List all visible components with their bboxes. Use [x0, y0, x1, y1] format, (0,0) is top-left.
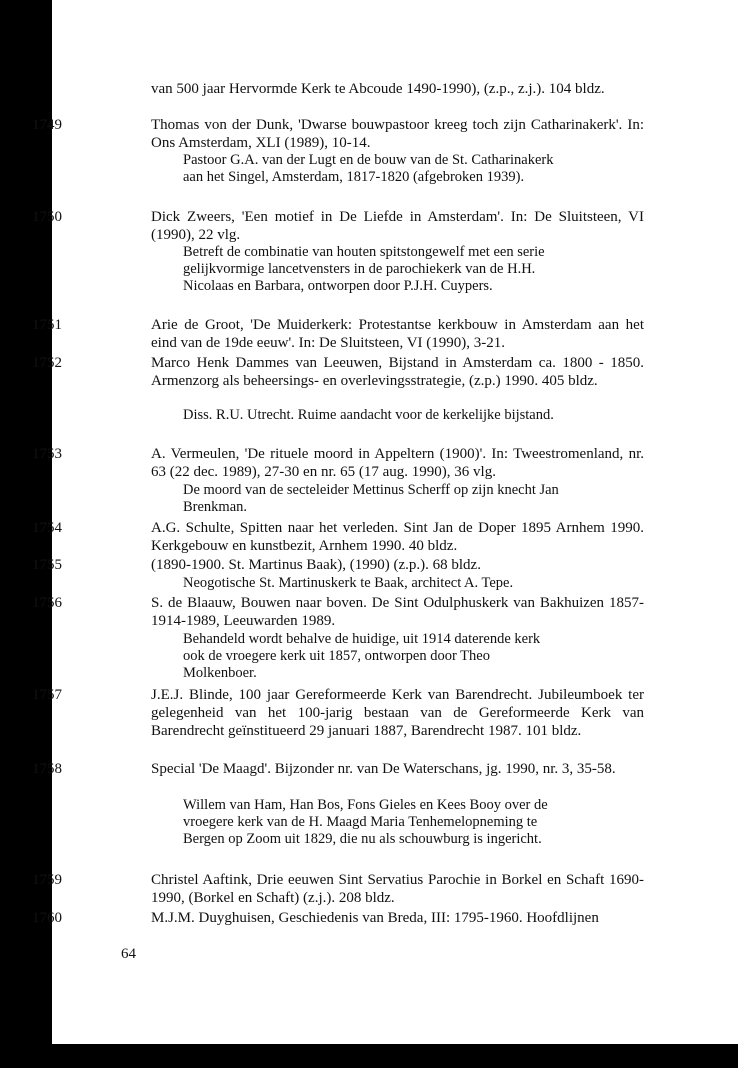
entry-text: J.E.J. Blinde, 100 jaar Gereformeerde Kerk van Barendrecht. Jubileumboek ter gelegenheid van het 100-jarig bestaan van de Gereformeerde Kerk van Barendrecht geïnstitueerd 29 januari 1887, Barendrecht 1987. 101 bldz. — [151, 687, 644, 739]
entry-note: Neogotische St. Martinuskerk te Baak, architect A. Tepe. — [183, 575, 514, 591]
entry-number: 1753 — [32, 446, 62, 462]
entry-number: 1760 — [32, 910, 62, 926]
scan-border-bottom — [0, 1044, 738, 1068]
entry-number: 1756 — [32, 595, 62, 611]
entry-note: Betreft de combinatie van houten spitstongewelf met een serie gelijkvormige lancetvensters in de parochiekerk van de H.H. Nicolaas en Barbara, ontworpen door P.J.H. Cuypers. — [183, 244, 545, 294]
page-number: 64 — [121, 946, 136, 962]
entry-text: S. de Blaauw, Bouwen naar boven. De Sint Odulphuskerk van Bakhuizen 1857-1914-1989, Leeuwarden 1989. — [151, 595, 644, 629]
entry-text: M.J.M. Duyghuisen, Geschiedenis van Breda, III: 1795-1960. Hoofdlijnen — [151, 910, 599, 926]
entry-text: Arie de Groot, 'De Muiderkerk: Protestantse kerkbouw in Amsterdam aan het eind van de 19de eeuw'. In: De Sluitsteen, VI (1990), 3-21. — [151, 317, 644, 351]
entry-note: Diss. R.U. Utrecht. Ruime aandacht voor de kerkelijke bijstand. — [183, 407, 554, 423]
continuation-text: van 500 jaar Hervormde Kerk te Abcoude 1490-1990), (z.p., z.j.). 104 bldz. — [151, 81, 605, 97]
entry-number: 1759 — [32, 872, 62, 888]
entry-number: 1755 — [32, 557, 62, 573]
entry-text: Special 'De Maagd'. Bijzonder nr. van De Waterschans, jg. 1990, nr. 3, 35-58. — [151, 761, 616, 777]
entry-number: 1752 — [32, 355, 62, 371]
entry-number: 1750 — [32, 209, 62, 225]
entry-note: Willem van Ham, Han Bos, Fons Gieles en Kees Booy over de vroegere kerk van de H. Maagd Maria Tenhemelopneming te Bergen op Zoom uit 1829, die nu als schouwburg is ingericht. — [183, 797, 548, 847]
entry-number: 1751 — [32, 317, 62, 333]
entry-number: 1754 — [32, 520, 62, 536]
entry-note: Behandeld wordt behalve de huidige, uit 1914 daterende kerk ook de vroegere kerk uit 1857, ontworpen door Theo Molkenboer. — [183, 631, 541, 681]
entry-text: (1890-1900. St. Martinus Baak), (1990) (z.p.). 68 bldz. — [151, 557, 481, 573]
entry-text: A.G. Schulte, Spitten naar het verleden. Sint Jan de Doper 1895 Arnhem 1990. Kerkgebouw en kunstbezit, Arnhem 1990. 40 bldz. — [151, 520, 644, 554]
entry-note: Pastoor G.A. van der Lugt en de bouw van de St. Catharinakerk aan het Singel, Amsterdam, 1817-1820 (afgebroken 1939). — [183, 152, 554, 185]
entry-number: 1757 — [32, 687, 62, 703]
entry-text: Thomas von der Dunk, 'Dwarse bouwpastoor kreeg toch zijn Catharinakerk'. In: Ons Amsterdam, XLI (1989), 10-14. — [151, 117, 644, 151]
entry-text: A. Vermeulen, 'De rituele moord in Appeltern (1900)'. In: Tweestromenland, nr. 63 (22 dec. 1989), 27-30 en nr. 65 (17 aug. 1990), 36 vlg. — [151, 446, 644, 480]
entry-text: Christel Aaftink, Drie eeuwen Sint Servatius Parochie in Borkel en Schaft 1690-1990, (Borkel en Schaft) (z.j.). 208 bldz. — [151, 872, 644, 906]
entry-text: Dick Zweers, 'Een motief in De Liefde in Amsterdam'. In: De Sluitsteen, VI (1990), 22 vlg. — [151, 209, 644, 243]
entry-number: 1758 — [32, 761, 62, 777]
entry-text: Marco Henk Dammes van Leeuwen, Bijstand in Amsterdam ca. 1800 - 1850. Armenzorg als beheersings- en overlevingsstrategie, (z.p.) 1990. 405 bldz. — [151, 355, 644, 389]
entry-number: 1749 — [32, 117, 62, 133]
entry-note: De moord van de secteleider Mettinus Scherff op zijn knecht Jan Brenkman. — [183, 482, 559, 515]
